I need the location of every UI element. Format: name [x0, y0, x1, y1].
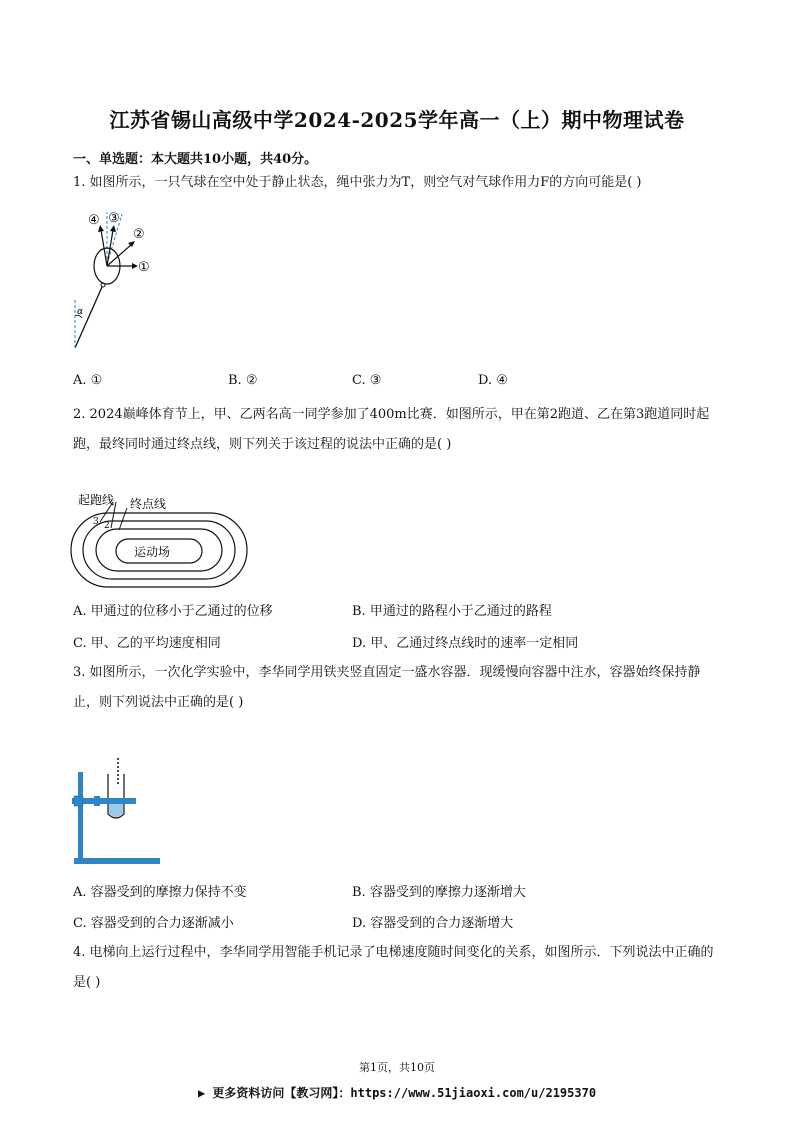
stand-figure [70, 752, 166, 870]
q2-option-b[interactable]: B. 甲通过的路程小于乙通过的路程 [352, 604, 552, 619]
q1-option-d[interactable]: D. ④ [478, 373, 508, 388]
balloon-figure [70, 208, 170, 354]
label-3: ③ [108, 211, 120, 226]
label-4: ④ [88, 213, 100, 228]
lane-3-label: 3 [93, 517, 99, 527]
q3-option-b[interactable]: B. 容器受到的摩擦力逐渐增大 [352, 885, 526, 900]
q1-option-b[interactable]: B. ② [228, 373, 258, 388]
lane-2-label: 2 [104, 521, 110, 531]
start-line-label: 起跑线 [78, 493, 115, 507]
q3-option-d[interactable]: D. 容器受到的合力逐渐增大 [352, 916, 514, 931]
q3-option-c[interactable]: C. 容器受到的合力逐渐减小 [73, 916, 234, 931]
question-4-stem: 4. 电梯向上运行过程中，李华同学用智能手机记录了电梯速度随时间变化的关系，如图所示．下列说法中正确的是( ) [73, 945, 714, 990]
question-2-stem: 2. 2024巅峰体育节上，甲、乙两名高一同学参加了400m比赛．如图所示，甲在第2跑道、乙在第3跑道同时起跑，最终同时通过终点线，则下列关于该过程的说法中正确的是( ) [73, 407, 710, 452]
question-1-stem: 1. 如图所示，一只气球在空中处于静止状态，绳中张力为T，则空气对气球作用力F的方向可能是( ) [73, 175, 642, 190]
track-figure [66, 486, 256, 596]
q3-option-a[interactable]: A. 容器受到的摩擦力保持不变 [73, 885, 247, 900]
question-3-stem: 3. 如图所示，一次化学实验中，李华同学用铁夹竖直固定一盛水容器．现缓慢向容器中注水，容器始终保持静止，则下列说法中正确的是( ) [73, 665, 701, 710]
q2-option-d[interactable]: D. 甲、乙通过终点线时的速率一定相同 [352, 636, 579, 651]
promo-link[interactable]: ▶ 更多资料访问【教习网】：https://www.51jiaoxi.com/u/2195370 [197, 1086, 597, 1100]
q1-option-c[interactable]: C. ③ [352, 373, 382, 388]
label-1: ① [138, 260, 150, 275]
label-2: ② [133, 227, 145, 242]
q1-option-a[interactable]: A. ① [73, 373, 103, 388]
label-alpha: α [77, 307, 84, 317]
page-footer: 第1页，共10页 [359, 1061, 435, 1074]
field-label: 运动场 [134, 545, 171, 559]
page-title: 江苏省锡山高级中学2024-2025学年高一（上）期中物理试卷 [109, 108, 685, 132]
finish-line-label: 终点线 [130, 497, 167, 511]
section-heading: 一、单选题：本大题共10小题，共40分。 [73, 152, 318, 167]
q2-option-c[interactable]: C. 甲、乙的平均速度相同 [73, 636, 221, 651]
q2-option-a[interactable]: A. 甲通过的位移小于乙通过的位移 [73, 604, 273, 619]
